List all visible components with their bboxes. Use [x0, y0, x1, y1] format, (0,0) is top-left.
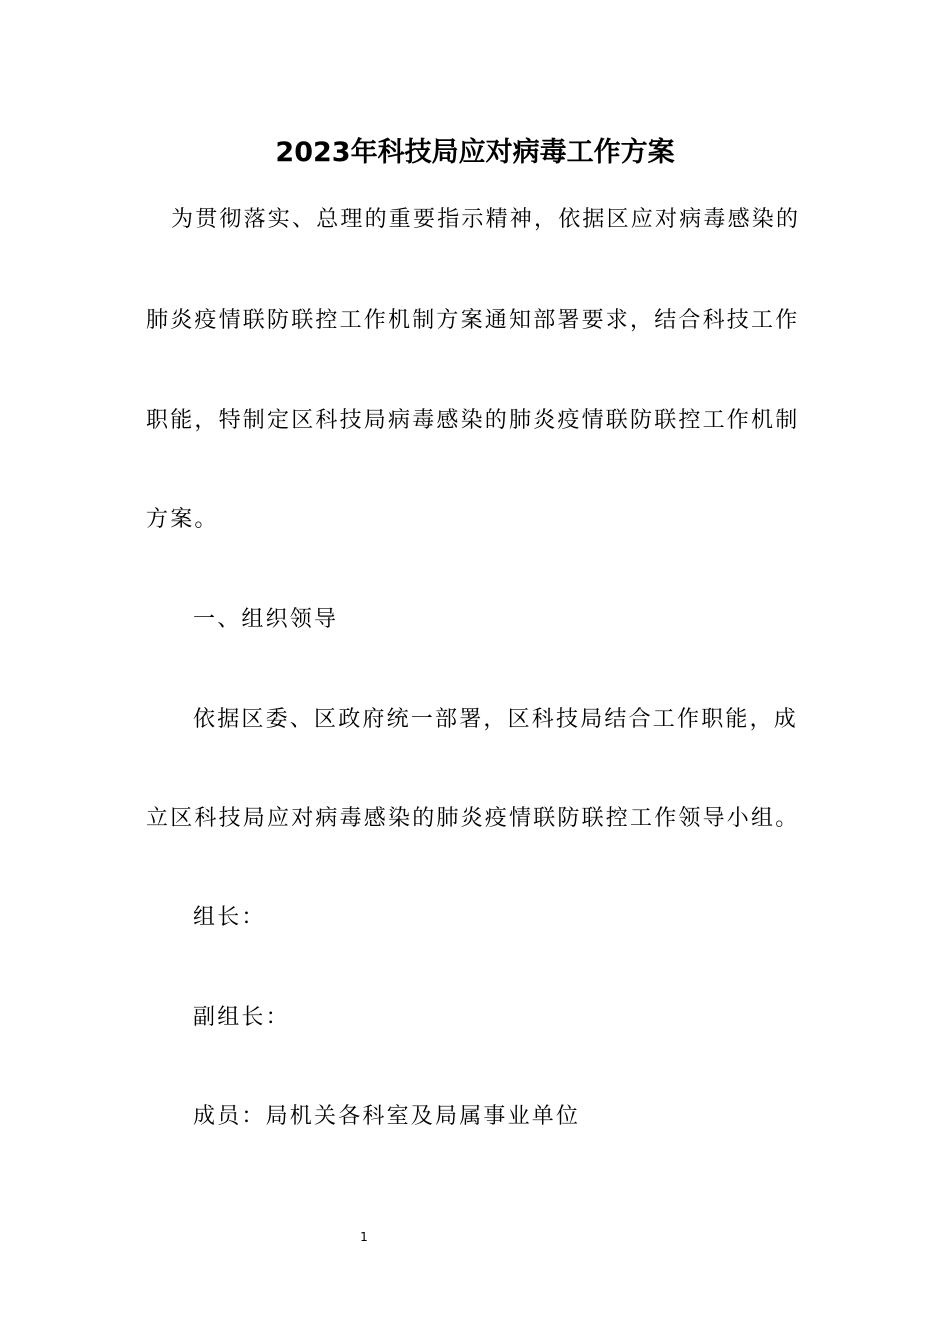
leader-label: 组长： — [193, 905, 266, 930]
intro-line-1: 为贯彻落实、总理的重要指示精神，依据区应对病毒感染的 — [171, 207, 801, 232]
section-para-line-2: 立区科技局应对病毒感染的肺炎疫情联防联控工作领导小组。 — [146, 806, 800, 831]
deputy-leader-label: 副组长： — [193, 1005, 290, 1030]
intro-line-2: 肺炎疫情联防联控工作机制方案通知部署要求，结合科技工作 — [146, 308, 800, 333]
intro-line-3: 职能，特制定区科技局病毒感染的肺炎疫情联防联控工作机制 — [146, 408, 800, 433]
intro-line-4: 方案。 — [146, 507, 219, 532]
members-line: 成员：局机关各科室及局属事业单位 — [193, 1104, 581, 1129]
document-title: 2023年科技局应对病毒工作方案 — [275, 137, 675, 168]
section-para-line-1: 依据区委、区政府统一部署，区科技局结合工作职能，成 — [193, 707, 799, 732]
section-heading: 一、组织领导 — [193, 607, 339, 632]
page-number: 1 — [360, 1230, 368, 1244]
